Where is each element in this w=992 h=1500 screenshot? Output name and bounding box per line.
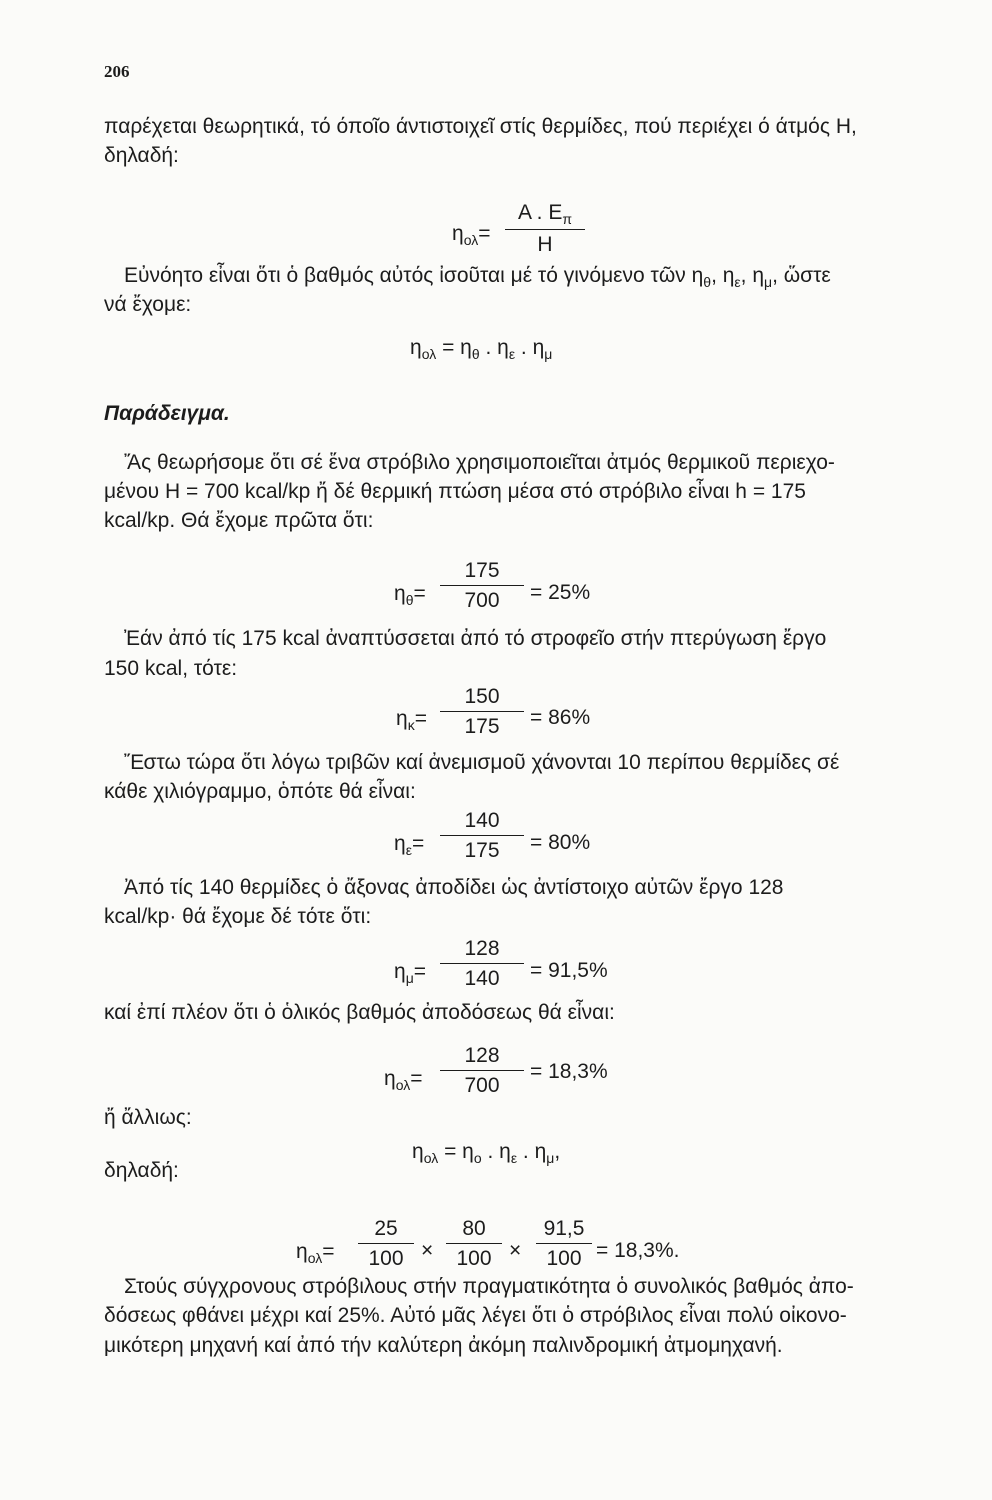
intro-line-1: παρέχεται θεωρητικά, τό όποῖο άντιστοιχεῖ στίς θερμίδες, πού περιέχει ό άτμός Η, bbox=[104, 115, 857, 138]
kappa-text-line-1: Ἐάν ἀπό τίς 175 kcal ἀναπτύσσεται ἀπό τό στροφεῖο στήν πτερύγωση ἔργο bbox=[124, 627, 827, 650]
example-line-2: μένου Η = 700 kcal/kp ἤ δέ θερμική πτώση μέσα στό στρόβιλο εἶναι h = 175 bbox=[104, 480, 806, 503]
eq-equals: = bbox=[478, 222, 491, 245]
epsilon-text-line-1: Ἔστω τώρα ὅτι λόγω τριβῶν καί ἀνεμισμοῦ χάνονται 10 περίπου θερμίδες σέ bbox=[124, 751, 840, 774]
closing-line-3: μικότερη μηχανή καί ἀπό τήν καλύτερη ἀκόμη παλινδρομική ἀτμομηχανή. bbox=[104, 1334, 783, 1357]
alt-label: ἤ ἄλλιως: bbox=[104, 1106, 192, 1129]
equation-product: $\eta_{o\lambda} = \eta_\theta$ . $\eta_\varepsilon$ . $\eta_\mu$ bbox=[410, 336, 553, 362]
epsilon-text-line-2: κάθε χιλιόγραμμο, ὁπότε θά εἶναι: bbox=[104, 780, 416, 803]
equation-alt: $\eta_{o\lambda} = \eta_o$ . $\eta_\varepsilon$ . $\eta_\mu$, bbox=[412, 1140, 561, 1166]
example-heading: Παράδειγμα. bbox=[104, 402, 230, 425]
closing-line-1: Στούς σύγχρονους στρόβιλους στήν πραγματικότητα ὁ συνολικός βαθμός ἀπο- bbox=[124, 1275, 854, 1298]
that-is-label: δηλαδή: bbox=[104, 1159, 179, 1182]
frac-denominator: Η bbox=[537, 233, 553, 256]
product-text-line-2: νά ἔχομε: bbox=[104, 293, 192, 316]
fraction bbox=[505, 200, 585, 257]
page-number: 206 bbox=[104, 62, 130, 81]
kappa-text-line-2: 150 kcal, τότε: bbox=[104, 657, 238, 680]
mu-text-line-1: Ἀπό τίς 140 θερμίδες ὁ ἄξονας ἀποδίδει ὡς ἀντίστοιχο αὐτῶν ἔργο 128 bbox=[124, 876, 784, 899]
example-line-3: kcal/kp. Θά ἔχομε πρῶτα ὅτι: bbox=[104, 509, 374, 532]
frac-numerator: Α . Ε bbox=[517, 201, 563, 224]
mu-text-line-2: kcal/kp· θά ἔχομε δέ τότε ὅτι: bbox=[104, 905, 372, 928]
closing-line-2: δόσεως φθάνει μέχρι καί 25%. Αὐτό μᾶς λέγει ὅτι ὁ στρόβιλος εἶναι πολύ οἰκονο- bbox=[104, 1304, 847, 1327]
product-text-line-1: Εὐνόητο εἶναι ὅτι ὁ βαθμός αὐτός ἰσοῦται μέ τό γινόμενο τῶν $\eta_\theta$, $\eta_\varepsilon$, $\eta_\mu$, ὥστε bbox=[124, 264, 831, 290]
total-text: καί ἐπί πλέον ὅτι ὁ ὁλικός βαθμός ἀποδόσεως θά εἶναι: bbox=[104, 1001, 615, 1024]
eq-lhs-sub: ολ bbox=[463, 232, 479, 248]
eq-lhs: η bbox=[452, 222, 464, 245]
intro-line-2: δηλαδή: bbox=[104, 144, 179, 167]
example-line-1: Ἄς θεωρήσομε ὅτι σέ ἕνα στρόβιλο χρησιμοποιεῖται ἀτμός θερμικοῦ περιεχο- bbox=[124, 451, 835, 474]
frac-numerator-sub: π bbox=[562, 211, 573, 227]
